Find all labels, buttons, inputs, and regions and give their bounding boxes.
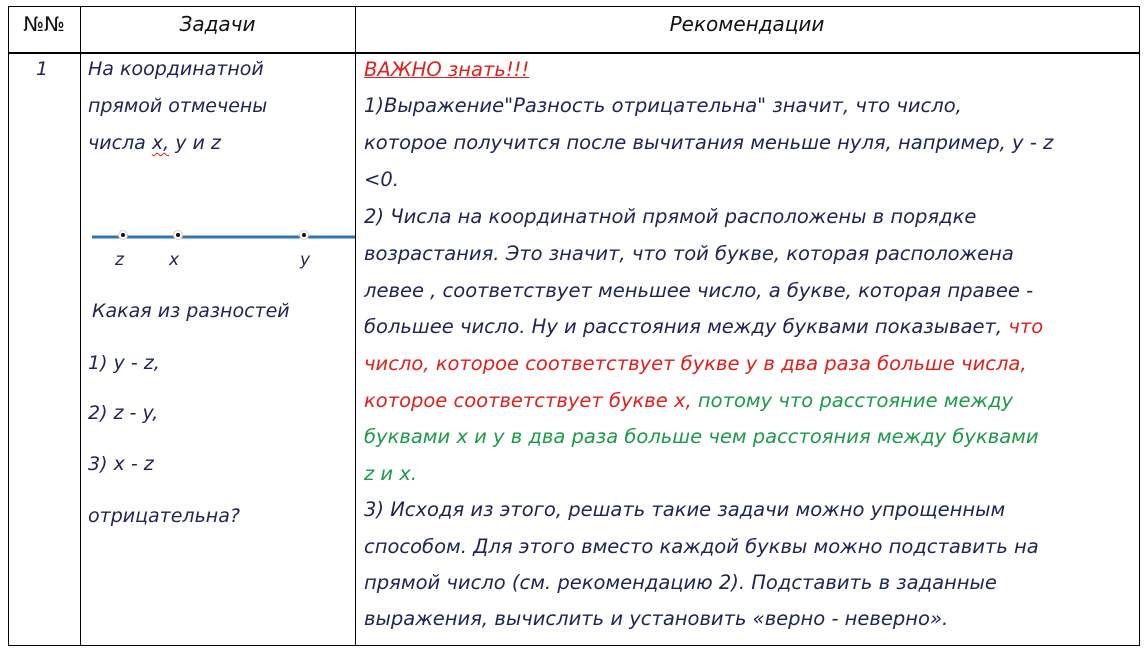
rec2-line-3: левее , соответствует меньшее число, а букве, которая правее - xyxy=(364,279,1034,302)
number-line xyxy=(92,226,355,248)
rec3-line-4: выражения, вычислить и установить «верно - неверно». xyxy=(364,607,949,630)
header-recommendations: Рекомендации xyxy=(669,12,825,36)
rec2-line-6 xyxy=(364,389,1013,412)
rec3-line-3: прямой число (см. рекомендацию 2). Подставить в заданные xyxy=(364,571,997,594)
rec1-line-3: <0. xyxy=(364,168,399,191)
rec2-line-5: число, которое соответствует букве y в два раза больше числа, xyxy=(364,352,1027,375)
point-y-dot xyxy=(302,233,306,237)
rec2-line-4 xyxy=(364,315,1043,338)
task-line-3 xyxy=(88,132,221,154)
task-option-3: 3) x - z xyxy=(88,453,154,475)
important-heading: ВАЖНО знать!!! xyxy=(364,58,530,81)
rec2-line-6-green: потому что расстояние между xyxy=(691,389,1014,412)
rec2-line-6-red: которое соответствует букве x, xyxy=(364,389,692,412)
table-border-right xyxy=(1139,6,1140,646)
rec2-line-1: 2) Числа на координатной прямой расположены в порядке xyxy=(364,205,977,228)
table-border-bottom xyxy=(8,645,1140,646)
column-divider-1 xyxy=(80,6,81,646)
rec1-line-1: 1)Выражение"Разность отрицательна" значит, что число, xyxy=(364,94,962,117)
label-x: x xyxy=(169,250,180,270)
task-closing: отрицательна? xyxy=(88,505,240,527)
row-number: 1 xyxy=(36,58,49,80)
rec2-line-7: буквами x и y в два раза больше чем расстояния между буквами xyxy=(364,425,1039,448)
label-z: z xyxy=(115,250,124,270)
header-number: №№ xyxy=(23,12,65,36)
rec3-line-1: 3) Исходя из этого, решать такие задачи можно упрощенным xyxy=(364,498,1006,521)
rec1-line-2: которое получится после вычитания меньше нуля, например, y - z xyxy=(364,131,1054,154)
task-line-3-prefix: числа xyxy=(88,132,152,154)
task-option-2: 2) z - y, xyxy=(88,402,159,424)
header-tasks: Задачи xyxy=(179,12,256,36)
rec3-line-2: способом. Для этого вместо каждой буквы можно подставить на xyxy=(364,535,1039,558)
point-x-dot xyxy=(176,233,180,237)
table-border-left xyxy=(8,6,9,646)
task-line-2: прямой отмечены xyxy=(88,95,268,117)
rec2-line-2: возрастания. Это значит, что той букве, которая расположена xyxy=(364,242,1014,265)
rec2-line-8: z и x. xyxy=(364,462,418,485)
task-line-3-rest: y и z xyxy=(169,132,221,154)
rec2-line-4-red: что xyxy=(1008,315,1044,338)
table-border-top xyxy=(8,6,1140,7)
task-line-1: На координатной xyxy=(88,58,264,80)
label-y: y xyxy=(300,250,311,270)
task-variable-x: x, xyxy=(151,132,170,154)
column-divider-2 xyxy=(355,6,356,646)
task-option-1: 1) y - z, xyxy=(88,352,160,374)
point-z-dot xyxy=(121,233,125,237)
rec2-line-4-blue: большее число. Ну и расстояния между буквами показывает, xyxy=(364,315,1009,338)
header-divider xyxy=(8,52,1140,54)
task-question: Какая из разностей xyxy=(92,300,290,322)
